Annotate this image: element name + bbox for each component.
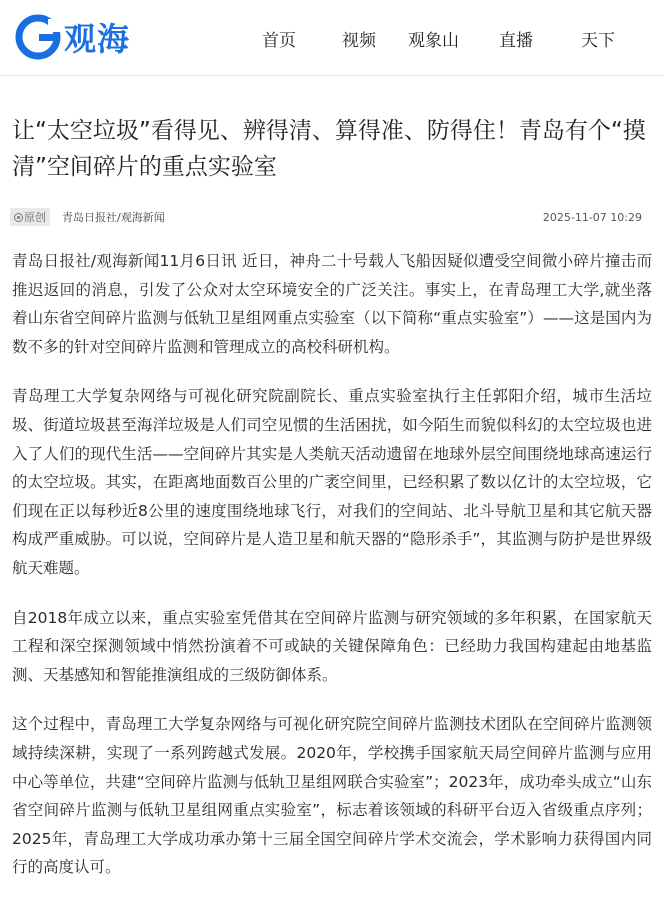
article-paragraph: 自2018年成立以来，重点实验室凭借其在空间碎片监测与研究领域的多年积累，在国家航天工程和深空探测领域中悄然扮演着不可或缺的关键保障角色：已经助力我国构建起由地基监测、天基感知和智能推演组成的三级防御体系。 xyxy=(12,608,652,684)
nav-item-world[interactable]: 天下 xyxy=(581,30,615,50)
original-badge xyxy=(10,208,50,226)
article-source: 青岛日报社/观海新闻 xyxy=(62,211,165,224)
top-header xyxy=(0,0,664,76)
nav-item-video[interactable]: 视频 xyxy=(342,30,376,50)
publish-date: 2025-11-07 10:29 xyxy=(542,210,642,224)
article-paragraph: 青岛理工大学复杂网络与可视化研究院副院长、重点实验室执行主任郭阳介绍，城市生活垃圾、街道垃圾甚至海洋垃圾是人们司空见惯的生活困扰，如今陌生而貌似科幻的太空垃圾也进入了人们的现代生活——空间碎片其实是人类航天活动遗留在地球外层空间围绕地球高速运行的太空垃圾。其实，在距离地面数百公里的广袤空间里，已经积累了数以亿计的太空垃圾，它们现在正以每秒近8公里的速度围绕地球飞行，对我们的空间站、北斗导航卫星和其它航天器构成严重威胁。可以说，空间碎片是人造卫星和航天器的“隐形杀手”，其监测与防护是世界级航天难题。 xyxy=(12,387,652,577)
logo-text: 观海 xyxy=(64,20,131,58)
nav-item-live[interactable]: 直播 xyxy=(499,30,533,50)
logo-g-icon xyxy=(14,13,62,61)
copyright-icon xyxy=(14,213,23,222)
article-title: 让“太空垃圾”看得见、辨得清、算得准、防得住！青岛有个“摸清”空间碎片的重点实验室 xyxy=(12,118,646,180)
main-nav xyxy=(262,0,661,76)
article-paragraph: 这个过程中，青岛理工大学复杂网络与可视化研究院空间碎片监测技术团队在空间碎片监测领域持续深耕，实现了一系列跨越式发展。2020年，学校携手国家航天局空间碎片监测与应用中心等单位，共建“空间碎片监测与低轨卫星组网联合实验室”；2023年，成功牵头成立“山东省空间碎片监测与低轨卫星组网重点实验室”，标志着该领域的科研平台迈入省级重点序列；2025年，青岛理工大学成功承办第十三届全国空间碎片学术交流会，学术影响力获得国内同行的高度认可。 xyxy=(12,715,652,877)
nav-item-home[interactable]: 首页 xyxy=(262,30,296,50)
nav-item-guanxiangshan[interactable]: 观象山 xyxy=(408,30,459,50)
article-body xyxy=(12,247,652,903)
original-badge-label: 原创 xyxy=(24,211,46,224)
article-meta xyxy=(10,207,642,227)
article-paragraph: 青岛日报社/观海新闻11月6日讯 近日，神舟二十号载人飞船因疑似遭受空间微小碎片撞击而推迟返回的消息，引发了公众对太空环境安全的广泛关注。事实上，在青岛理工大学,就坐落着山东省空间碎片监测与低轨卫星组网重点实验室（以下简称“重点实验室”）——这是国内为数不多的针对空间碎片监测和管理成立的高校科研机构。 xyxy=(12,252,652,356)
site-logo[interactable] xyxy=(14,12,130,62)
